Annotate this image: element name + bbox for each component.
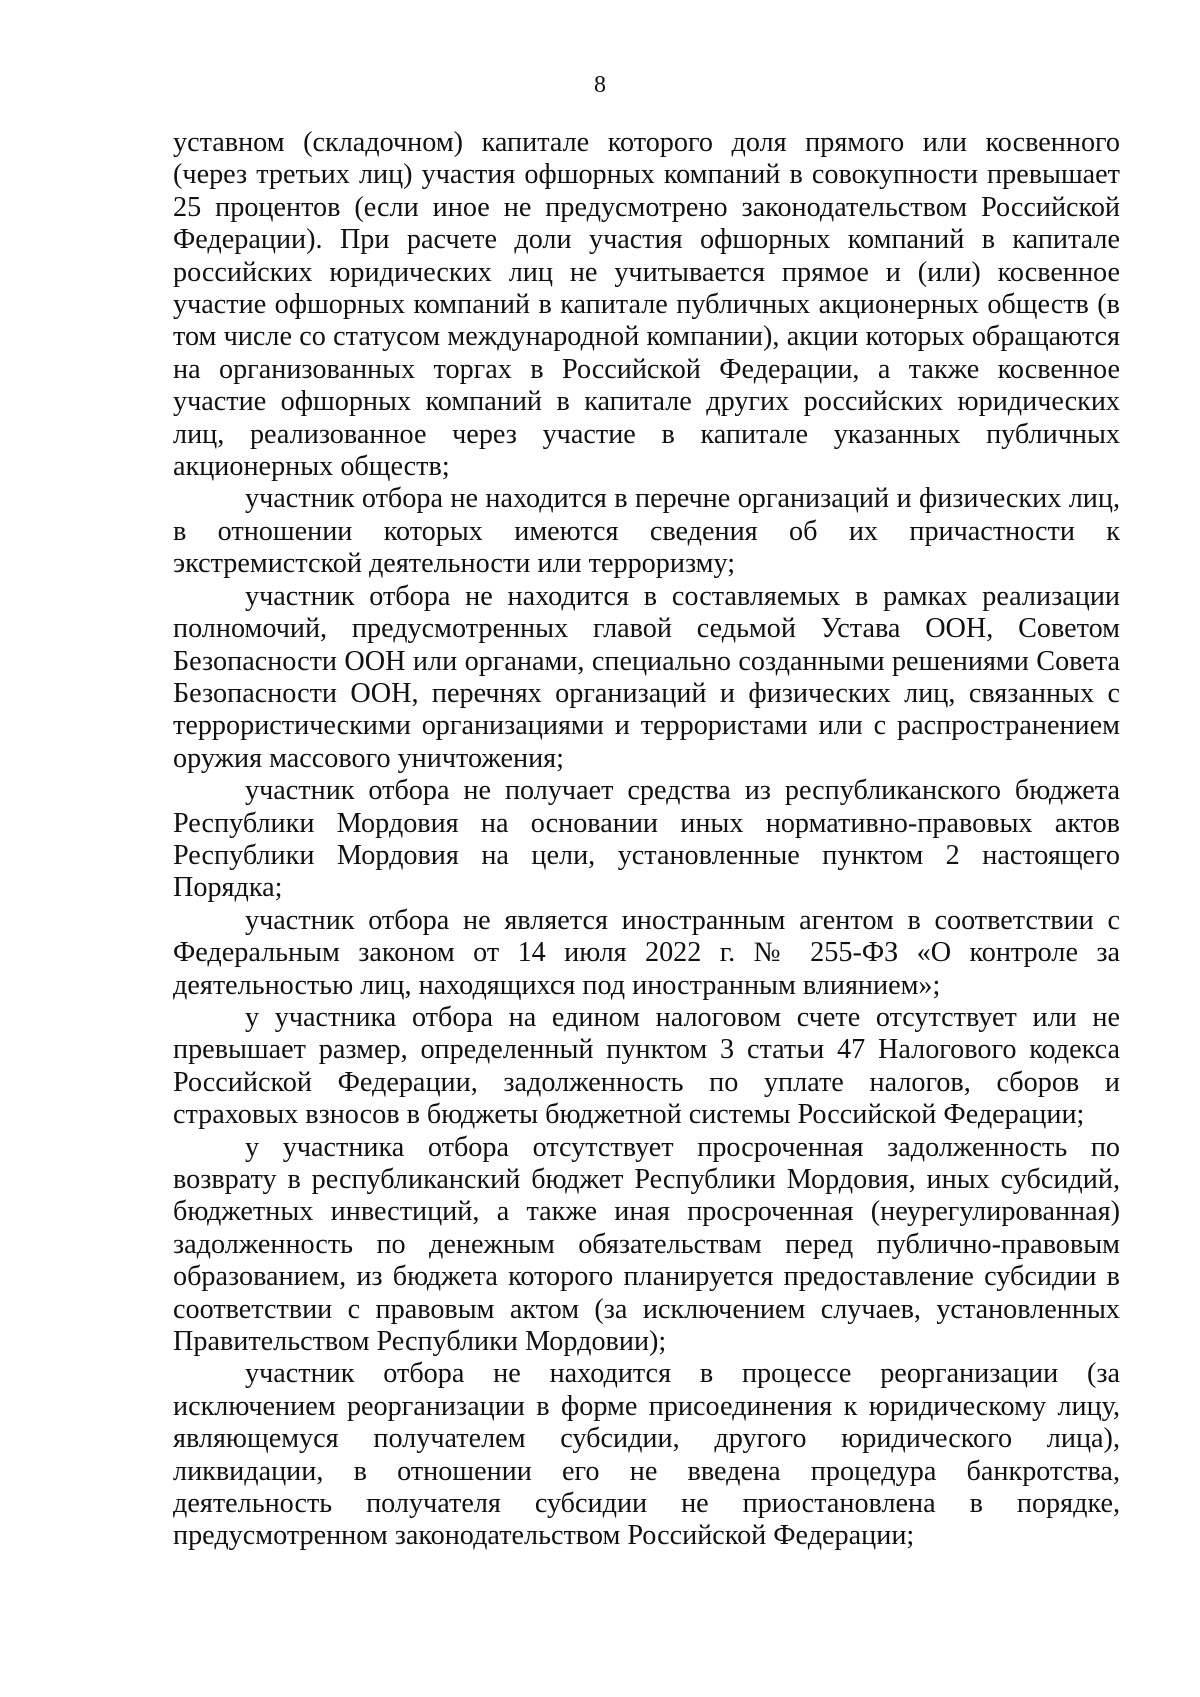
paragraph-no-other-funds: участник отбора не получает средства из республиканского бюджета Республики Мордовия на основании иных нормативно-правовых актов Республики Мордовия на цели, установленные пунктом 2 настоящего Порядка; (173, 775, 1120, 904)
paragraph-extremism-list: участник отбора не находится в перечне организаций и физических лиц, в отношении которых имеются сведения об их причастности к экстремистской деятельности или терроризму; (173, 483, 1120, 580)
paragraph-foreign-agent: участник отбора не является иностранным агентом в соответствии с Федеральным законом от 14 июля 2022 г. № 255-ФЗ «О контроле за деятельностью лиц, находящихся под иностранным влиянием»; (173, 904, 1120, 1001)
document-body (173, 127, 1120, 1553)
paragraph-un-sanctions-list: участник отбора не находится в составляемых в рамках реализации полномочий, предусмотренных главой седьмой Устава ООН, Советом Безопасности ООН или органами, специально созданными решениями Совета Безопасности ООН, перечнях организаций и физических лиц, связанных с террористическими организациями и террористами или с распространением оружия массового уничтожения; (173, 580, 1120, 774)
paragraph-continuation: уставном (складочном) капитале которого доля прямого или косвенного (через третьих лиц) участия офшорных компаний в совокупности превышает 25 процентов (если иное не предусмотрено законодательством Российской Федерации). При расчете доли участия офшорных компаний в капитале российских юридических лиц не учитывается прямое и (или) косвенное участие офшорных компаний в капитале публичных акционерных обществ (в том числе со статусом международной компании), акции которых обращаются на организованных торгах в Российской Федерации, а также косвенное участие офшорных компаний в капитале других российских юридических лиц, реализованное через участие в капитале указанных публичных акционерных обществ; (173, 127, 1120, 483)
paragraph-tax-debt: у участника отбора на едином налоговом счете отсутствует или не превышает размер, определенный пунктом 3 статьи 47 Налогового кодекса Российской Федерации, задолженность по уплате налогов, сборов и страховых взносов в бюджеты бюджетной системы Российской Федерации; (173, 1001, 1120, 1131)
paragraph-overdue-debt: у участника отбора отсутствует просроченная задолженность по возврату в республиканский бюджет Республики Мордовия, иных субсидий, бюджетных инвестиций, а также иная просроченная (неурегулированная) задолженность по денежным обязательствам перед публично-правовым образованием, из бюджета которого планируется предоставление субсидии в соответствии с правовым актом (за исключением случаев, установленных Правительством Республики Мордовии); (173, 1131, 1120, 1358)
paragraph-reorganization: участник отбора не находится в процессе реорганизации (за исключением реорганизации в форме присоединения к юридическому лицу, являющемуся получателем субсидии, другого юридического лица), ликвидации, в отношении его не введена процедура банкротства, деятельность получателя субсидии не приостановлена в порядке, предусмотренном законодательством Российской Федерации; (173, 1358, 1120, 1552)
page-number: 8 (594, 72, 606, 98)
